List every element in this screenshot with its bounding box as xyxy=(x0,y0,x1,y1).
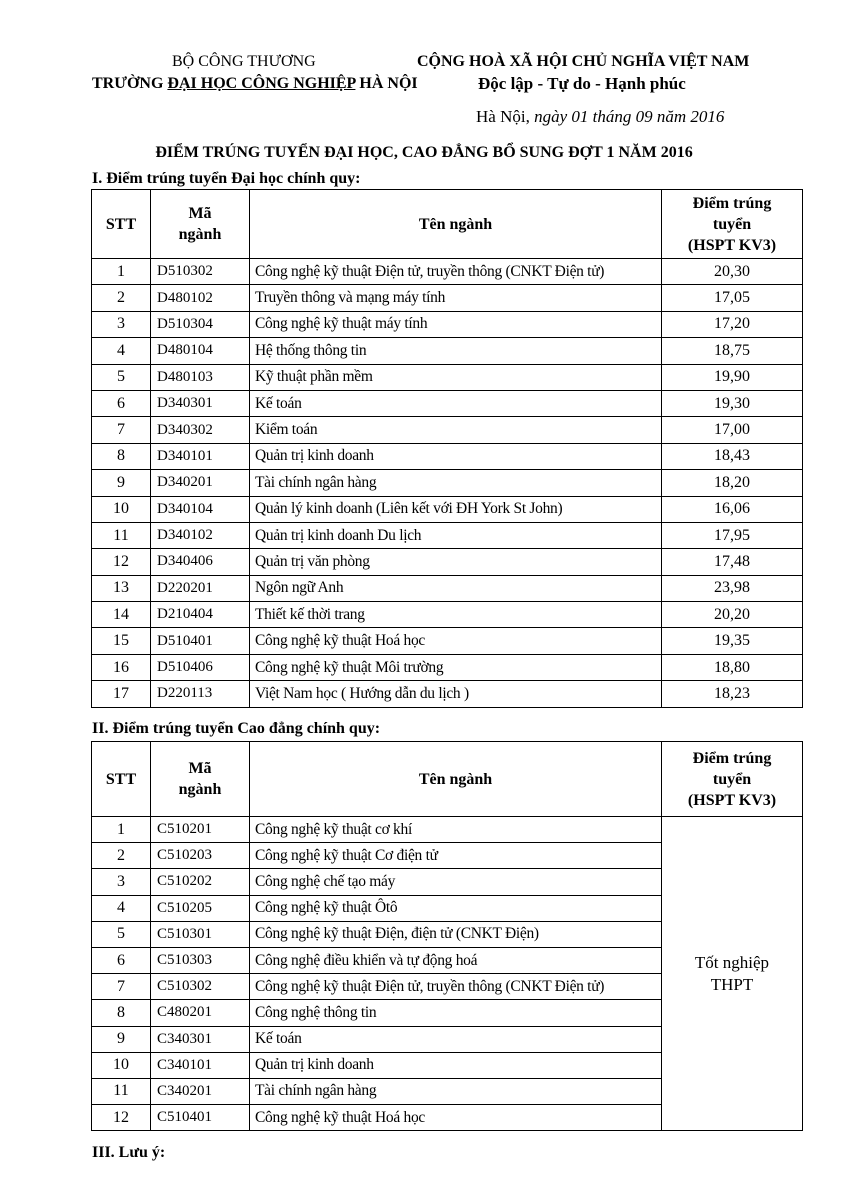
row-ten-nganh: Công nghệ kỹ thuật Cơ điện tử xyxy=(250,843,662,869)
row-ma-nganh: C510202 xyxy=(151,869,250,895)
row-stt: 7 xyxy=(92,417,151,443)
table-row xyxy=(92,390,803,416)
row-ma-nganh: D480104 xyxy=(151,338,250,364)
section-2-heading: II. Điểm trúng tuyển Cao đẳng chính quy: xyxy=(92,720,381,737)
header-stt: STT xyxy=(92,190,151,259)
row-ma-nganh: D340104 xyxy=(151,496,250,522)
row-stt: 14 xyxy=(92,602,151,628)
table-row xyxy=(92,285,803,311)
row-stt: 8 xyxy=(92,443,151,469)
row-ten-nganh: Công nghệ kỹ thuật cơ khí xyxy=(250,817,662,843)
row-ma-nganh: D510401 xyxy=(151,628,250,654)
table-row xyxy=(92,628,803,654)
row-ten-nganh: Việt Nam học ( Hướng dẫn du lịch ) xyxy=(250,681,662,707)
row-stt: 2 xyxy=(92,285,151,311)
row-ten-nganh: Công nghệ kỹ thuật máy tính xyxy=(250,311,662,337)
row-ten-nganh: Thiết kế thời trang xyxy=(250,602,662,628)
header-ten-nganh: Tên ngành xyxy=(250,742,662,817)
row-diem: 18,23 xyxy=(662,681,803,707)
row-ma-nganh: D340101 xyxy=(151,443,250,469)
row-stt: 11 xyxy=(92,1078,151,1104)
requirement-line1: Tốt nghiệp xyxy=(694,952,770,972)
row-stt: 8 xyxy=(92,1000,151,1026)
row-stt: 1 xyxy=(92,817,151,843)
row-ma-nganh: C510201 xyxy=(151,817,250,843)
row-stt: 11 xyxy=(92,522,151,548)
table-row xyxy=(92,817,803,843)
row-diem: 17,05 xyxy=(662,285,803,311)
row-stt: 4 xyxy=(92,895,151,921)
republic-name: CỘNG HOÀ XÃ HỘI CHỦ NGHĨA VIỆT NAM xyxy=(417,53,750,70)
row-ma-nganh: D210404 xyxy=(151,602,250,628)
header-diem-line1: Điểm trúng xyxy=(692,194,772,212)
row-ma-nganh: D510302 xyxy=(151,259,250,285)
row-ma-nganh: D340201 xyxy=(151,470,250,496)
table-row xyxy=(92,338,803,364)
section-1-heading: I. Điểm trúng tuyển Đại học chính quy: xyxy=(92,170,361,187)
row-ten-nganh: Công nghệ kỹ thuật Điện tử, truyền thông (CNKT Điện tử) xyxy=(250,259,662,285)
table-row xyxy=(92,311,803,337)
row-diem: 18,80 xyxy=(662,654,803,680)
row-stt: 12 xyxy=(92,1105,151,1131)
row-stt: 6 xyxy=(92,947,151,973)
row-diem: 23,98 xyxy=(662,575,803,601)
header-diem-line3: (HSPT KV3) xyxy=(687,791,777,809)
row-ten-nganh: Quản trị kinh doanh Du lịch xyxy=(250,522,662,548)
row-ma-nganh: D510406 xyxy=(151,654,250,680)
table-row xyxy=(92,654,803,680)
row-diem: 16,06 xyxy=(662,496,803,522)
header-diem xyxy=(662,742,803,817)
header-diem-line2: tuyển xyxy=(712,215,752,233)
college-scores-table xyxy=(91,741,803,1131)
table-row xyxy=(92,470,803,496)
ministry-name: BỘ CÔNG THƯƠNG xyxy=(172,53,316,70)
row-ten-nganh: Công nghệ thông tin xyxy=(250,1000,662,1026)
header-ma-line1: Mã xyxy=(188,760,212,777)
table-header-row xyxy=(92,190,803,259)
document-title: ĐIỂM TRÚNG TUYỂN ĐẠI HỌC, CAO ĐẲNG BỔ SUNG ĐỢT 1 NĂM 2016 xyxy=(155,144,693,161)
document-date xyxy=(476,107,724,127)
row-ten-nganh: Kế toán xyxy=(250,1026,662,1052)
row-ten-nganh: Công nghệ điều khiển và tự động hoá xyxy=(250,947,662,973)
header-diem-line1: Điểm trúng xyxy=(692,749,772,767)
table-row xyxy=(92,549,803,575)
header-diem xyxy=(662,190,803,259)
row-ma-nganh: C510303 xyxy=(151,947,250,973)
university-name xyxy=(92,74,418,94)
row-stt: 5 xyxy=(92,364,151,390)
table-row xyxy=(92,602,803,628)
row-ten-nganh: Tài chính ngân hàng xyxy=(250,1078,662,1104)
header-ma-nganh xyxy=(151,742,250,817)
row-stt: 3 xyxy=(92,311,151,337)
header-ma-line2: ngành xyxy=(178,781,222,798)
row-ten-nganh: Công nghệ kỹ thuật Hoá học xyxy=(250,628,662,654)
row-ma-nganh: C510401 xyxy=(151,1105,250,1131)
row-stt: 10 xyxy=(92,1052,151,1078)
header-ma-nganh xyxy=(151,190,250,259)
university-prefix: TRƯỜNG xyxy=(92,75,168,92)
date-place: Hà Nội, xyxy=(476,107,535,126)
row-ten-nganh: Hệ thống thông tin xyxy=(250,338,662,364)
national-motto: Độc lập - Tự do - Hạnh phúc xyxy=(478,74,686,93)
row-stt: 4 xyxy=(92,338,151,364)
row-ma-nganh: D220113 xyxy=(151,681,250,707)
row-ten-nganh: Kỹ thuật phần mềm xyxy=(250,364,662,390)
row-diem: 17,48 xyxy=(662,549,803,575)
row-diem: 20,20 xyxy=(662,602,803,628)
row-ten-nganh: Công nghệ kỹ thuật Môi trường xyxy=(250,654,662,680)
row-ten-nganh: Công nghệ kỹ thuật Điện, điện tử (CNKT Điện) xyxy=(250,921,662,947)
row-ma-nganh: D340406 xyxy=(151,549,250,575)
row-stt: 3 xyxy=(92,869,151,895)
row-stt: 16 xyxy=(92,654,151,680)
row-stt: 17 xyxy=(92,681,151,707)
row-ma-nganh: D340102 xyxy=(151,522,250,548)
row-ten-nganh: Kiểm toán xyxy=(250,417,662,443)
date-text: ngày 01 tháng 09 năm 2016 xyxy=(534,107,725,126)
row-ma-nganh: D480102 xyxy=(151,285,250,311)
row-diem: 19,30 xyxy=(662,390,803,416)
row-ma-nganh: D340302 xyxy=(151,417,250,443)
university-main: ĐẠI HỌC CÔNG NGHIỆP xyxy=(167,75,356,92)
row-stt: 5 xyxy=(92,921,151,947)
row-stt: 13 xyxy=(92,575,151,601)
row-ma-nganh: C510301 xyxy=(151,921,250,947)
row-ma-nganh: C510203 xyxy=(151,843,250,869)
header-ten-nganh: Tên ngành xyxy=(250,190,662,259)
row-diem: 17,95 xyxy=(662,522,803,548)
university-suffix: HÀ NỘI xyxy=(355,75,418,92)
row-ten-nganh: Truyền thông và mạng máy tính xyxy=(250,285,662,311)
requirement-line2: THPT xyxy=(710,974,754,994)
row-ten-nganh: Công nghệ kỹ thuật Hoá học xyxy=(250,1105,662,1131)
row-diem: 18,20 xyxy=(662,470,803,496)
row-ma-nganh: C510302 xyxy=(151,974,250,1000)
header-ma-line1: Mã xyxy=(188,205,212,222)
header-stt: STT xyxy=(92,742,151,817)
row-diem: 17,00 xyxy=(662,417,803,443)
header-diem-line2: tuyển xyxy=(712,770,752,788)
row-ma-nganh: D220201 xyxy=(151,575,250,601)
table-row xyxy=(92,443,803,469)
row-ma-nganh: C340201 xyxy=(151,1078,250,1104)
row-stt: 2 xyxy=(92,843,151,869)
row-ten-nganh: Công nghệ kỹ thuật Ôtô xyxy=(250,895,662,921)
row-ma-nganh: D340301 xyxy=(151,390,250,416)
row-stt: 7 xyxy=(92,974,151,1000)
header-diem-line3: (HSPT KV3) xyxy=(687,236,777,254)
row-ma-nganh: C480201 xyxy=(151,1000,250,1026)
row-ma-nganh: D480103 xyxy=(151,364,250,390)
row-ten-nganh: Ngôn ngữ Anh xyxy=(250,575,662,601)
row-stt: 10 xyxy=(92,496,151,522)
table-row xyxy=(92,681,803,707)
row-diem: 18,43 xyxy=(662,443,803,469)
row-stt: 15 xyxy=(92,628,151,654)
row-stt: 9 xyxy=(92,470,151,496)
row-ma-nganh: C340301 xyxy=(151,1026,250,1052)
row-ma-nganh: C510205 xyxy=(151,895,250,921)
row-stt: 6 xyxy=(92,390,151,416)
row-diem: 18,75 xyxy=(662,338,803,364)
table-row xyxy=(92,417,803,443)
row-stt: 12 xyxy=(92,549,151,575)
row-diem: 19,90 xyxy=(662,364,803,390)
section-3-heading: III. Lưu ý: xyxy=(92,1144,166,1161)
row-diem: 20,30 xyxy=(662,259,803,285)
table-row xyxy=(92,522,803,548)
row-diem: 17,20 xyxy=(662,311,803,337)
header-ma-line2: ngành xyxy=(178,226,222,243)
row-stt: 9 xyxy=(92,1026,151,1052)
university-scores-table xyxy=(91,189,803,708)
table-row xyxy=(92,496,803,522)
row-ten-nganh: Quản trị văn phòng xyxy=(250,549,662,575)
row-ten-nganh: Công nghệ chế tạo máy xyxy=(250,869,662,895)
table-row xyxy=(92,259,803,285)
row-ten-nganh: Tài chính ngân hàng xyxy=(250,470,662,496)
row-ten-nganh: Quản trị kinh doanh xyxy=(250,443,662,469)
row-ten-nganh: Quản trị kinh doanh xyxy=(250,1052,662,1078)
row-ten-nganh: Quản lý kinh doanh (Liên kết với ĐH York St John) xyxy=(250,496,662,522)
row-ten-nganh: Công nghệ kỹ thuật Điện tử, truyền thông (CNKT Điện tử) xyxy=(250,974,662,1000)
table-header-row xyxy=(92,742,803,817)
table-row xyxy=(92,575,803,601)
row-stt: 1 xyxy=(92,259,151,285)
row-ma-nganh: C340101 xyxy=(151,1052,250,1078)
merged-requirement-cell xyxy=(662,817,803,1131)
table-row xyxy=(92,364,803,390)
row-ten-nganh: Kế toán xyxy=(250,390,662,416)
row-diem: 19,35 xyxy=(662,628,803,654)
row-ma-nganh: D510304 xyxy=(151,311,250,337)
